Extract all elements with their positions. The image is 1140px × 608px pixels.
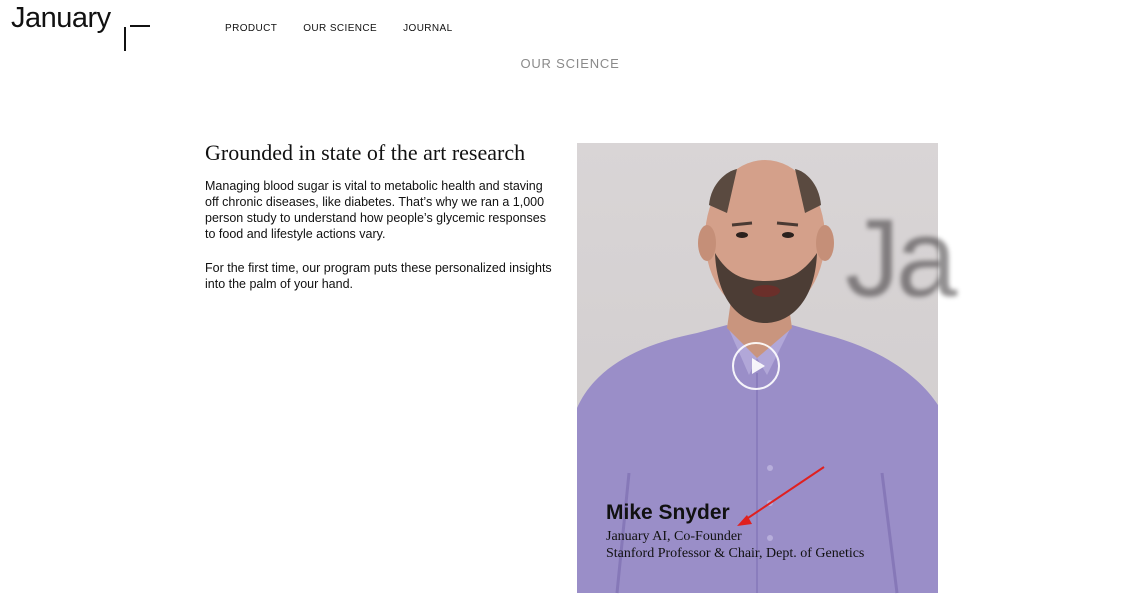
section-eyebrow: OUR SCIENCE (520, 56, 620, 71)
video-background-logo-text: Ja (845, 197, 954, 320)
nav-our-science[interactable]: OUR SCIENCE (303, 23, 378, 34)
presenter-role-line-1: January AI, Co-Founder (606, 529, 742, 544)
play-icon (752, 358, 765, 374)
presenter-role (606, 528, 864, 562)
logo[interactable]: January (11, 2, 111, 34)
play-button[interactable] (732, 342, 780, 390)
nav-journal[interactable]: JOURNAL (403, 23, 453, 34)
nav-product[interactable]: PRODUCT (225, 23, 278, 34)
science-text (205, 142, 555, 292)
paragraph-2: For the first time, our program puts these personalized insights into the palm of your hand. (205, 261, 552, 291)
presenter-name: Mike Snyder (606, 501, 730, 524)
logo-mark-icon (124, 25, 152, 53)
presenter-role-line-2: Stanford Professor & Chair, Dept. of Genetics (606, 546, 865, 561)
section-headline: Grounded in state of the art research (205, 140, 526, 165)
main-nav (225, 23, 453, 34)
paragraph-1: Managing blood sugar is vital to metabolic health and staving off chronic diseases, like diabetes. That’s why we ran a 1,000 person study to understand how people’s glycemic responses to food and lifestyle actions vary. (205, 179, 546, 241)
video-player[interactable] (577, 143, 954, 593)
